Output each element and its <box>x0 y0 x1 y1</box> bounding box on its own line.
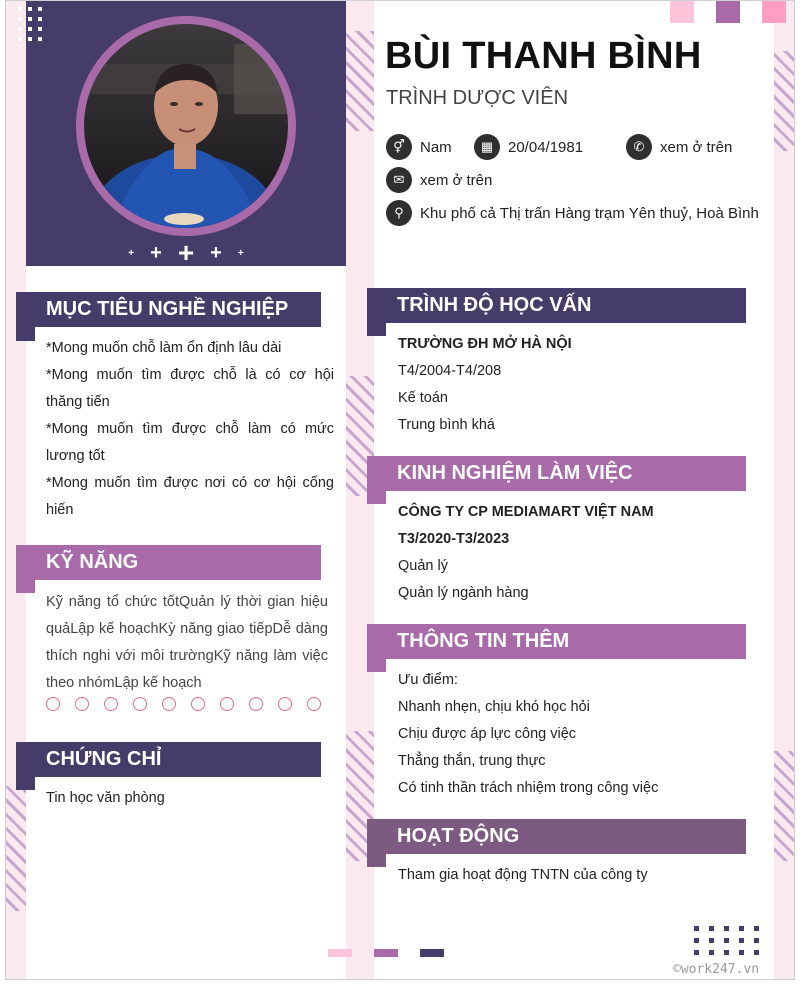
footer-bar-mauve <box>374 949 398 957</box>
section-tab <box>367 322 386 336</box>
email-icon: ✉ <box>386 167 412 193</box>
plus-decoration: + + + + + <box>128 237 244 268</box>
rating-circle <box>133 697 147 711</box>
avatar-photo <box>84 24 288 228</box>
objective-line: *Mong muốn tìm được chỗ làm có mức lương tốt <box>46 421 334 464</box>
calendar-icon: ▦ <box>474 134 500 160</box>
section-experience-title: KINH NGHIỆM LÀM VIỆC <box>367 456 746 491</box>
hatch-decoration <box>346 31 374 131</box>
rating-circle <box>75 697 89 711</box>
email-value: xem ở trên <box>420 171 493 189</box>
info-email <box>386 167 492 193</box>
section-tab <box>367 658 386 672</box>
additional-line: Chịu được áp lực công việc <box>398 726 577 742</box>
job-title: TRÌNH DƯỢC VIÊN <box>386 87 569 109</box>
additional-line: Ưu điểm: <box>398 672 458 688</box>
section-objective-title: MỤC TIÊU NGHỀ NGHIỆP <box>16 292 321 327</box>
dot-grid-decoration <box>694 926 759 955</box>
info-phone <box>626 134 732 160</box>
additional-line: Nhanh nhẹn, chịu khó học hỏi <box>398 699 590 715</box>
objective-line: *Mong muốn tìm được nơi có cơ hội cống hiến <box>46 475 334 518</box>
education-major: Kế toán <box>398 390 448 406</box>
watermark: ©work247.vn <box>673 962 760 977</box>
section-activities-title: HOẠT ĐỘNG <box>367 819 746 854</box>
phone-value: xem ở trên <box>660 138 733 156</box>
education-text <box>398 331 758 439</box>
section-skills-title: KỸ NĂNG <box>16 545 321 580</box>
hatch-decoration <box>6 786 26 911</box>
rating-circle <box>46 697 60 711</box>
additional-line: Thẳng thắn, trung thực <box>398 753 546 769</box>
rating-circle <box>191 697 205 711</box>
skill-rating <box>46 697 321 711</box>
objective-line: *Mong muốn chỗ làm ổn định lâu dài <box>46 340 282 356</box>
decor-square-pink <box>670 1 694 23</box>
rating-circle <box>249 697 263 711</box>
activities-text <box>398 862 758 889</box>
additional-line: Có tinh thần trách nhiệm trong công việc <box>398 780 659 796</box>
section-tab <box>367 490 386 504</box>
skills-text: Kỹ năng tổ chức tốtQuản lý thời gian hiệu quảLập kế hoạchKỳ năng giao tiếpDễ dàng thích nghi với môi trườngKỹ năng làm việc theo nhómLập kế hoạch <box>46 594 328 691</box>
section-additional-title: THÔNG TIN THÊM <box>367 624 746 659</box>
education-period: T4/2004-T4/208 <box>398 363 502 379</box>
gender-icon: ⚥ <box>386 134 412 160</box>
rating-circle <box>162 697 176 711</box>
certificates-text <box>46 785 328 812</box>
location-icon: ⚲ <box>386 200 412 226</box>
avatar <box>84 24 288 228</box>
section-certificates-title: CHỨNG CHỈ <box>16 742 321 777</box>
company-name: CÔNG TY CP MEDIAMART VIỆT NAM <box>398 504 654 520</box>
birthday-value: 20/04/1981 <box>508 138 584 156</box>
hatch-decoration <box>774 751 795 861</box>
phone-icon: ✆ <box>626 134 652 160</box>
experience-period: T3/2020-T3/2023 <box>398 531 510 547</box>
hatch-decoration <box>774 51 795 151</box>
decor-square-mauve <box>716 1 740 23</box>
section-tab <box>367 853 386 867</box>
education-grade: Trung bình khá <box>398 417 495 433</box>
avatar-ring <box>76 16 296 236</box>
info-address <box>386 200 759 226</box>
photo-panel <box>26 1 346 266</box>
info-gender <box>386 134 452 160</box>
section-tab <box>16 776 35 790</box>
certificate-item: Tin học văn phòng <box>46 790 165 806</box>
experience-text <box>398 499 758 607</box>
additional-text <box>398 667 758 802</box>
section-tab <box>16 327 35 341</box>
decor-square-pink <box>762 1 786 23</box>
section-tab <box>16 579 35 593</box>
dot-grid-decoration <box>18 7 42 41</box>
school-name: TRƯỜNG ĐH MỞ HÀ NỘI <box>398 336 572 352</box>
section-education-title: TRÌNH ĐỘ HỌC VẤN <box>367 288 746 323</box>
rating-circle <box>104 697 118 711</box>
objective-line: *Mong muốn tìm được chỗ là có cơ hội thăng tiến <box>46 367 334 410</box>
footer-bar-pink <box>328 949 352 957</box>
address-value: Khu phố cả Thị trấn Hàng trạm Yên thuỷ, Hoà Bình <box>420 204 759 222</box>
cv-page <box>5 0 795 980</box>
rating-circle <box>278 697 292 711</box>
gender-value: Nam <box>420 138 452 156</box>
experience-position: Quản lý <box>398 558 448 574</box>
objective-text <box>46 335 334 524</box>
rating-circle <box>220 697 234 711</box>
rating-circle <box>307 697 321 711</box>
experience-description: Quản lý ngành hàng <box>398 585 529 601</box>
footer-bar-dark <box>420 949 444 957</box>
info-birthday <box>474 134 583 160</box>
candidate-name: BÙI THANH BÌNH <box>385 35 702 77</box>
activity-item: Tham gia hoạt động TNTN của công ty <box>398 867 648 883</box>
